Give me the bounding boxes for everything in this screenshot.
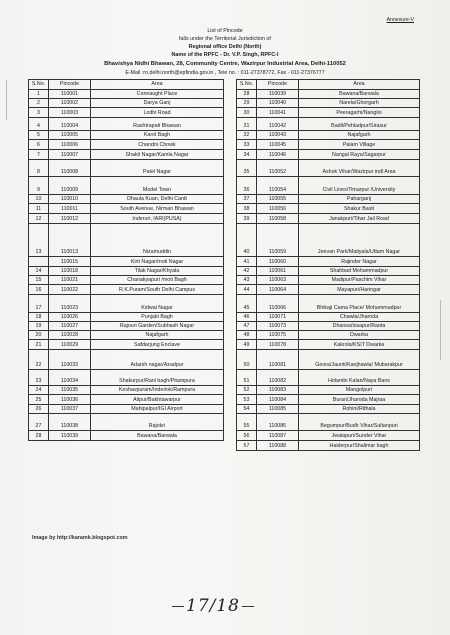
cell-pincode: 110045: [257, 140, 299, 150]
table-row: [237, 441, 420, 451]
cell-pincode: 110082: [257, 370, 299, 386]
cell-area: Nizamuddin: [91, 224, 224, 257]
table-row: [237, 370, 420, 386]
table-row: [237, 140, 420, 150]
cell-pincode: 110018: [49, 267, 91, 276]
table-row: [29, 431, 224, 441]
cell-sno: 14: [29, 267, 49, 276]
table-row: [29, 395, 224, 405]
table-header-row: [29, 80, 224, 90]
table-row: [29, 118, 224, 131]
cell-sno: 3: [29, 108, 49, 118]
cell-pincode: 110064: [257, 285, 299, 295]
table-row: [237, 431, 420, 441]
cell-sno: 55: [237, 414, 257, 431]
table-row: [237, 405, 420, 414]
table-row: [29, 370, 224, 386]
regional-office-title: Regional office Delhi (North): [188, 44, 262, 50]
cell-sno: 41: [237, 257, 257, 267]
cell-sno: 44: [237, 285, 257, 295]
table-row: [237, 322, 420, 331]
cell-sno: 54: [237, 405, 257, 414]
cell-area: South Avenue, Nirman Bhawan: [91, 204, 224, 214]
cell-pincode: 110054: [257, 177, 299, 195]
cell-pincode: 110036: [49, 395, 91, 405]
column-header-pincode: Pincode: [49, 80, 91, 90]
table-row: [237, 257, 420, 267]
cell-sno: 57: [237, 441, 257, 451]
page-number-text: 17/18: [186, 596, 240, 616]
cell-pincode: 110002: [49, 99, 91, 108]
cell-pincode: 110011: [49, 204, 91, 214]
cell-pincode: 110003: [49, 108, 91, 118]
cell-sno: 16: [29, 285, 49, 295]
column-header-area: Area: [91, 80, 224, 90]
table-row: [29, 276, 224, 285]
cell-sno: 40: [237, 224, 257, 257]
table-row: [237, 267, 420, 276]
cell-area: Shakurpur/Rani bagh/Pitampura: [91, 370, 224, 386]
cell-sno: 36: [237, 177, 257, 195]
cell-sno: 51: [237, 370, 257, 386]
cell-sno: 46: [237, 313, 257, 322]
scan-mark: [440, 300, 441, 360]
cell-sno: 37: [237, 195, 257, 204]
cell-area: Paharganj: [299, 195, 420, 204]
cell-sno: 10: [29, 195, 49, 204]
table-row: [29, 322, 224, 331]
cell-pincode: 110038: [49, 414, 91, 431]
table-row: [237, 350, 420, 370]
cell-pincode: 110007: [49, 150, 91, 160]
cell-area: Jeevan Park/Matiyala/Uttam Nagar: [299, 224, 420, 257]
cell-pincode: 110061: [257, 267, 299, 276]
cell-area: Chandni Chowk: [91, 140, 224, 150]
cell-sno: 12: [29, 214, 49, 224]
cell-area: Chanakyapuri /moti Bagh: [91, 276, 224, 285]
cell-pincode: 110063: [257, 276, 299, 285]
table-row: [237, 150, 420, 160]
cell-pincode: 110086: [257, 414, 299, 431]
cell-sno: 13: [29, 224, 49, 257]
table-row: [237, 313, 420, 322]
column-header-sno: S.No.: [29, 80, 49, 90]
cell-area: Rashtrapati Bhawan: [91, 118, 224, 131]
cell-pincode: 110013: [49, 224, 91, 257]
cell-sno: 19: [29, 322, 49, 331]
cell-pincode: 110083: [257, 386, 299, 395]
cell-pincode: 110022: [49, 285, 91, 295]
cell-pincode: 110023: [49, 295, 91, 313]
cell-sno: 7: [29, 150, 49, 160]
cell-pincode: 110081: [257, 350, 299, 370]
cell-sno: 39: [237, 214, 257, 224]
cell-pincode: 110075: [257, 331, 299, 340]
cell-area: Dhansa/Issapur/Raota: [299, 322, 420, 331]
cell-pincode: 110027: [49, 322, 91, 331]
table-row: [29, 350, 224, 370]
table-row: [237, 131, 420, 140]
cell-pincode: 110037: [49, 405, 91, 414]
cell-area: Jwalapuri/Sunder Vihar: [299, 431, 420, 441]
list-title: List of Pincode: [207, 28, 243, 34]
cell-sno: 31: [237, 118, 257, 131]
cell-sno: 49: [237, 340, 257, 350]
scan-mark: [6, 80, 7, 120]
cell-area: Bawana/Barwala: [299, 90, 420, 99]
cell-sno: 26: [29, 405, 49, 414]
cell-area: Punjabi Bagh: [91, 313, 224, 322]
cell-area: Geora/Jaunti/Kanjhawla/ Mubarakpur: [299, 350, 420, 370]
cell-sno: 48: [237, 331, 257, 340]
cell-area: Rohini/Rithala: [299, 405, 420, 414]
cell-area: Burari/Jharoda Majraa: [299, 395, 420, 405]
column-header-sno: S.No.: [237, 80, 257, 90]
table-row: [237, 224, 420, 257]
image-credit: Image by http://karamk.blogspot.com: [32, 535, 128, 541]
cell-sno: 11: [29, 204, 49, 214]
cell-pincode: 110060: [257, 257, 299, 267]
cell-area: R.K.Puram/South Delhi Campus: [91, 285, 224, 295]
cell-sno: 28: [237, 90, 257, 99]
cell-sno: 23: [29, 370, 49, 386]
table-row: [29, 405, 224, 414]
cell-pincode: 110071: [257, 313, 299, 322]
cell-sno: 42: [237, 267, 257, 276]
cell-sno: [29, 257, 49, 267]
column-header-pincode: Pincode: [257, 80, 299, 90]
table-row: [29, 267, 224, 276]
cell-sno: 47: [237, 322, 257, 331]
cell-sno: 33: [237, 140, 257, 150]
cell-area: Kidwai Nagar: [91, 295, 224, 313]
table-row: [237, 295, 420, 313]
cell-pincode: 110066: [257, 295, 299, 313]
cell-sno: 20: [29, 331, 49, 340]
cell-area: Dwarka: [299, 331, 420, 340]
cell-area: Chawla/Jharoda: [299, 313, 420, 322]
cell-sno: 22: [29, 350, 49, 370]
cell-area: Alipur/Bakhtawarpur: [91, 395, 224, 405]
cell-sno: 25: [29, 395, 49, 405]
cell-sno: 6: [29, 140, 49, 150]
cell-area: Rajinder Nagar: [299, 257, 420, 267]
cell-sno: 45: [237, 295, 257, 313]
table-row: [29, 386, 224, 395]
cell-area: Peeragarhi/Nangloi: [299, 108, 420, 118]
table-row: [29, 160, 224, 177]
cell-area: Badli/Pehladpur/Sirasur: [299, 118, 420, 131]
cell-pincode: 110043: [257, 131, 299, 140]
page-number: [170, 596, 256, 616]
cell-area: Patel Nagar: [91, 160, 224, 177]
cell-area: Inderuri, IARI(PUSA): [91, 214, 224, 224]
table-row: [237, 395, 420, 405]
cell-pincode: 110012: [49, 214, 91, 224]
cell-area: Adarsh nagar/Azadpur: [91, 350, 224, 370]
cell-area: Lodhi Road: [91, 108, 224, 118]
table-row: [237, 177, 420, 195]
cell-area: Shakti Nagar/Kamla Nagar: [91, 150, 224, 160]
table-row: [29, 90, 224, 99]
table-row: [237, 204, 420, 214]
cell-pincode: 110088: [257, 441, 299, 451]
cell-area: Karol Bagh: [91, 131, 224, 140]
cell-pincode: 110005: [49, 131, 91, 140]
cell-area: Civil Lines/Timarpur /University: [299, 177, 420, 195]
cell-area: Kirti Nagar/moti Nagar: [91, 257, 224, 267]
cell-pincode: 110046: [257, 150, 299, 160]
cell-pincode: 110040: [257, 99, 299, 108]
cell-sno: 32: [237, 131, 257, 140]
cell-pincode: 110042: [257, 118, 299, 131]
table-row: [29, 140, 224, 150]
cell-pincode: 110056: [257, 204, 299, 214]
cell-sno: 9: [29, 177, 49, 195]
cell-sno: 43: [237, 276, 257, 285]
table-row: [237, 340, 420, 350]
cell-area: Darya Ganj: [91, 99, 224, 108]
table-row: [29, 131, 224, 140]
cell-area: Palam Village: [299, 140, 420, 150]
cell-sno: 17: [29, 295, 49, 313]
cell-area: Connaught Place: [91, 90, 224, 99]
table-row: [29, 313, 224, 322]
office-address: Bhavishya Nidhi Bhawan, 28, Community Centre, Wazirpur Industrial Area, Delhi-110052: [104, 61, 346, 67]
annexure-label: Annexure-V: [386, 17, 414, 23]
cell-area: Madipur/Paschim Vihar: [299, 276, 420, 285]
table-row: [29, 414, 224, 431]
cell-area: Rajouri Garden/Subhash Nagar: [91, 322, 224, 331]
dash-left: [172, 606, 184, 607]
cell-pincode: 110008: [49, 160, 91, 177]
jurisdiction-line: falls under the Territorial Jurisdiction of: [179, 36, 271, 42]
cell-area: Dhaula Kuan, Delhi Cantt: [91, 195, 224, 204]
cell-pincode: 110078: [257, 340, 299, 350]
table-row: [237, 276, 420, 285]
cell-sno: 21: [29, 340, 49, 350]
table-row: [29, 295, 224, 313]
table-row: [29, 285, 224, 295]
cell-area: Najafgarh: [299, 131, 420, 140]
table-row: [29, 204, 224, 214]
cell-area: Mangolpuri: [299, 386, 420, 395]
cell-pincode: 110028: [49, 331, 91, 340]
table-row: [237, 414, 420, 431]
cell-area: Bhikaji Cama Place/ Mohammadpur: [299, 295, 420, 313]
pincode-table-left: [28, 79, 224, 441]
cell-sno: 56: [237, 431, 257, 441]
table-row: [29, 331, 224, 340]
cell-sno: 5: [29, 131, 49, 140]
cell-area: Haiderpur/Shalimar bagh: [299, 441, 420, 451]
contact-line: E-Mail :ro.delhi.north@epfindia.gov.in , Tele no. : 011-27378772, Fax - 011-27376777: [125, 70, 325, 76]
cell-sno: 34: [237, 150, 257, 160]
cell-pincode: 110001: [49, 90, 91, 99]
cell-pincode: 110004: [49, 118, 91, 131]
table-row: [29, 108, 224, 118]
cell-sno: 24: [29, 386, 49, 395]
cell-pincode: 110058: [257, 214, 299, 224]
table-header-row: [237, 80, 420, 90]
column-header-area: Area: [299, 80, 420, 90]
cell-pincode: 110015: [49, 257, 91, 267]
cell-pincode: 110039: [49, 431, 91, 441]
table-row: [237, 386, 420, 395]
cell-area: Nangal Raya/Sagarpur: [299, 150, 420, 160]
table-row: [29, 257, 224, 267]
cell-pincode: 110026: [49, 313, 91, 322]
cell-area: Rajokri: [91, 414, 224, 431]
cell-area: Keshavpuram/Inderlok/Rampura: [91, 386, 224, 395]
table-row: [237, 214, 420, 224]
table-row: [237, 285, 420, 295]
rpfc-name: Name of the RPFC - Dr. V.P. Singh, RPFC-I: [171, 52, 279, 58]
table-row: [29, 99, 224, 108]
dash-right: [242, 606, 254, 607]
cell-area: Janakpuri/Tihar Jail Road: [299, 214, 420, 224]
cell-area: Shakur Basti: [299, 204, 420, 214]
cell-sno: 4: [29, 118, 49, 131]
cell-sno: 30: [237, 108, 257, 118]
cell-sno: 2: [29, 99, 49, 108]
cell-area: Model Town: [91, 177, 224, 195]
cell-pincode: 110059: [257, 224, 299, 257]
cell-area: Bawana/Barwala: [91, 431, 224, 441]
cell-pincode: 110009: [49, 177, 91, 195]
cell-pincode: 110006: [49, 140, 91, 150]
cell-area: Tilak Nagar/Khyala: [91, 267, 224, 276]
cell-area: Kakrola/KSIT Dwarka: [299, 340, 420, 350]
cell-pincode: 110055: [257, 195, 299, 204]
cell-sno: 38: [237, 204, 257, 214]
cell-sno: 50: [237, 350, 257, 370]
table-row: [237, 118, 420, 131]
cell-area: Mahipalpur/IGI Airport: [91, 405, 224, 414]
cell-area: Ashok Vihar/Wazirpur indl Area: [299, 160, 420, 177]
cell-sno: 29: [237, 99, 257, 108]
cell-pincode: 110035: [49, 386, 91, 395]
cell-sno: 27: [29, 414, 49, 431]
cell-pincode: 110073: [257, 322, 299, 331]
table-row: [237, 99, 420, 108]
cell-sno: 15: [29, 276, 49, 285]
cell-sno: 35: [237, 160, 257, 177]
table-row: [29, 195, 224, 204]
table-row: [29, 177, 224, 195]
cell-sno: 8: [29, 160, 49, 177]
cell-pincode: 110034: [49, 370, 91, 386]
pincode-table-right: [236, 79, 420, 451]
cell-pincode: 110085: [257, 405, 299, 414]
cell-pincode: 110039: [257, 90, 299, 99]
table-row: [237, 160, 420, 177]
cell-sno: 53: [237, 395, 257, 405]
table-row: [237, 331, 420, 340]
table-row: [237, 195, 420, 204]
cell-area: Narela/Ghorgarh: [299, 99, 420, 108]
table-row: [29, 340, 224, 350]
cell-sno: 1: [29, 90, 49, 99]
cell-area: Mayapuri/Haringar: [299, 285, 420, 295]
cell-pincode: 110033: [49, 350, 91, 370]
cell-area: Safdarjung Enclave: [91, 340, 224, 350]
table-row: [237, 90, 420, 99]
table-row: [237, 108, 420, 118]
cell-sno: 28: [29, 431, 49, 441]
cell-pincode: 110052: [257, 160, 299, 177]
cell-area: Holambi Kalan/Naya Bans: [299, 370, 420, 386]
table-row: [29, 214, 224, 224]
cell-pincode: 110084: [257, 395, 299, 405]
cell-area: Begumpur/Budh Vihar/Sultanpuri: [299, 414, 420, 431]
cell-pincode: 110041: [257, 108, 299, 118]
cell-pincode: 110087: [257, 431, 299, 441]
cell-area: Shahbad Mohammadpur: [299, 267, 420, 276]
cell-pincode: 110010: [49, 195, 91, 204]
table-row: [29, 224, 224, 257]
table-row: [29, 150, 224, 160]
cell-area: Najafgarh: [91, 331, 224, 340]
cell-pincode: 110021: [49, 276, 91, 285]
cell-pincode: 110029: [49, 340, 91, 350]
cell-sno: 18: [29, 313, 49, 322]
cell-sno: 52: [237, 386, 257, 395]
